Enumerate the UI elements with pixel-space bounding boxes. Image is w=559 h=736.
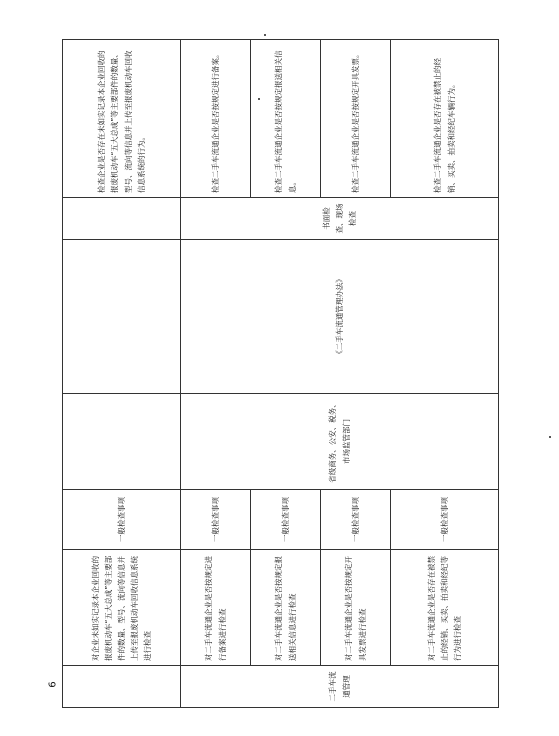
- table-row: [63, 40, 181, 708]
- basis-cell: 《二手车流通管理办法》: [181, 240, 499, 394]
- item-cell: 对二手车流通企业是否按规定开具发票进行检查: [321, 550, 391, 666]
- authority-cell: 省级商务、公安、税务、市场监管部门: [181, 394, 499, 490]
- table-row: [181, 40, 251, 708]
- content-cell: 检查二手车流通企业是否按规定开具发票。: [321, 40, 391, 198]
- content-cell: 检查二手车流通企业是否按规定报送相关信息。: [251, 40, 321, 198]
- content-cell: 检查企业是否存在未如实记录本企业回收的报废机动车“五大总成”等主要部件的数量、型号、流向等信息并上传至报废机动车回收信息系统的行为。: [63, 40, 181, 198]
- type-cell: 一般检查事项: [321, 490, 391, 550]
- method-cell-top: [63, 198, 181, 240]
- item-cell: 对二手车流通企业是否按规定报送相关信息进行检查: [251, 550, 321, 666]
- type-cell: 一般检查事项: [181, 490, 251, 550]
- type-cell: 一般检查事项: [391, 490, 499, 550]
- scan-speck: [264, 34, 266, 36]
- item-cell: 对二手车流通企业是否按规定进行备案进行检查: [181, 550, 251, 666]
- category-cell: 二手车流通管理: [181, 666, 499, 708]
- item-cell: 对二手车流通企业是否存在被禁止的经销、买卖、拍卖和经纪等行为进行检查: [391, 550, 499, 666]
- item-cell: 对企业未如实记录本企业回收的报废机动车“五大总成”等主要部件的数量、型号、流向等信息并上传至报废机动车回收信息系统进行检查: [63, 550, 181, 666]
- regulation-table: [62, 39, 499, 708]
- type-cell: 一般检查事项: [63, 490, 181, 550]
- scan-speck: [258, 98, 260, 100]
- authority-cell-top: [63, 394, 181, 490]
- category-cell-top: [63, 666, 181, 708]
- scan-speck: [549, 436, 551, 438]
- method-cell: 书面检查、现场检查: [181, 198, 499, 240]
- type-cell: 一般检查事项: [251, 490, 321, 550]
- content-cell: 检查二手车流通企业是否按规定进行备案。: [181, 40, 251, 198]
- rotated-table-container: [62, 40, 498, 708]
- basis-cell-top: [63, 240, 181, 394]
- content-cell: 检查二手车流通企业是否存在被禁止的经销、买卖、拍卖和经纪车辆行为。: [391, 40, 499, 198]
- page-number: 6: [47, 681, 59, 688]
